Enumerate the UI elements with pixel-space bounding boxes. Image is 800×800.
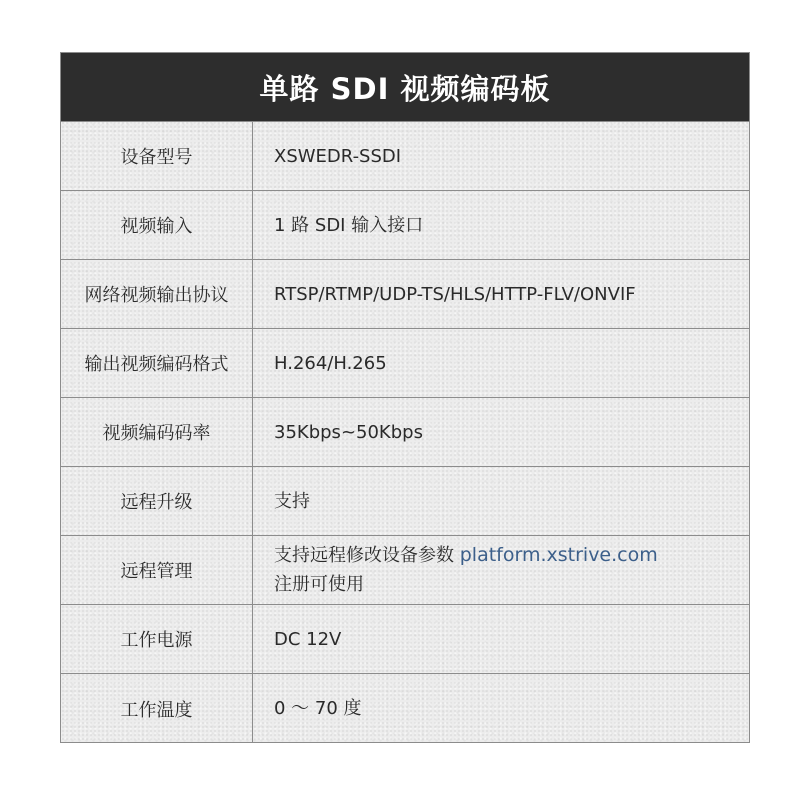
row-value-wrap	[253, 467, 749, 535]
row-value-wrap	[253, 122, 749, 190]
row-value-line	[274, 541, 749, 570]
row-value-wrap	[253, 191, 749, 259]
table-row-operating-temperature	[61, 674, 749, 743]
table-row-bitrate	[61, 398, 749, 467]
row-value-wrap	[253, 260, 749, 328]
row-value-wrap	[253, 398, 749, 466]
row-label: 视频编码码率	[61, 398, 253, 466]
row-label: 视频输入	[61, 191, 253, 259]
row-value: 35Kbps~50Kbps	[274, 421, 423, 443]
platform-link[interactable]: platform.xstrive.com	[459, 544, 658, 566]
row-label: 工作电源	[61, 605, 253, 673]
row-label: 输出视频编码格式	[61, 329, 253, 397]
row-value: H.264/H.265	[274, 352, 387, 374]
row-value-wrap	[253, 674, 749, 743]
row-value: XSWEDR-SSDI	[274, 145, 402, 167]
row-value-wrap	[253, 329, 749, 397]
row-label: 设备型号	[61, 122, 253, 190]
spec-table	[60, 52, 750, 743]
row-value: 支持远程修改设备参数	[274, 545, 454, 566]
row-label: 工作温度	[61, 674, 253, 743]
table-row-power-supply	[61, 605, 749, 674]
row-label: 远程管理	[61, 536, 253, 604]
row-value: RTSP/RTMP/UDP-TS/HLS/HTTP-FLV/ONVIF	[274, 283, 636, 305]
table-title: 单路 SDI 视频编码板	[61, 53, 749, 122]
row-value-wrap	[253, 536, 749, 604]
row-value: 支持	[274, 490, 310, 512]
row-label: 网络视频输出协议	[61, 260, 253, 328]
row-label: 远程升级	[61, 467, 253, 535]
row-value: DC 12V	[274, 628, 342, 650]
table-row-remote-management	[61, 536, 749, 605]
table-row-device-model	[61, 122, 749, 191]
table-row-encoding-format	[61, 329, 749, 398]
table-row-video-input	[61, 191, 749, 260]
row-value-wrap	[253, 605, 749, 673]
row-value: 0 ～ 70 度	[274, 698, 362, 719]
table-row-output-protocol	[61, 260, 749, 329]
row-value: 1 路 SDI 输入接口	[274, 214, 424, 236]
table-row-remote-upgrade	[61, 467, 749, 536]
row-value-line-2: 注册可使用	[274, 574, 364, 595]
